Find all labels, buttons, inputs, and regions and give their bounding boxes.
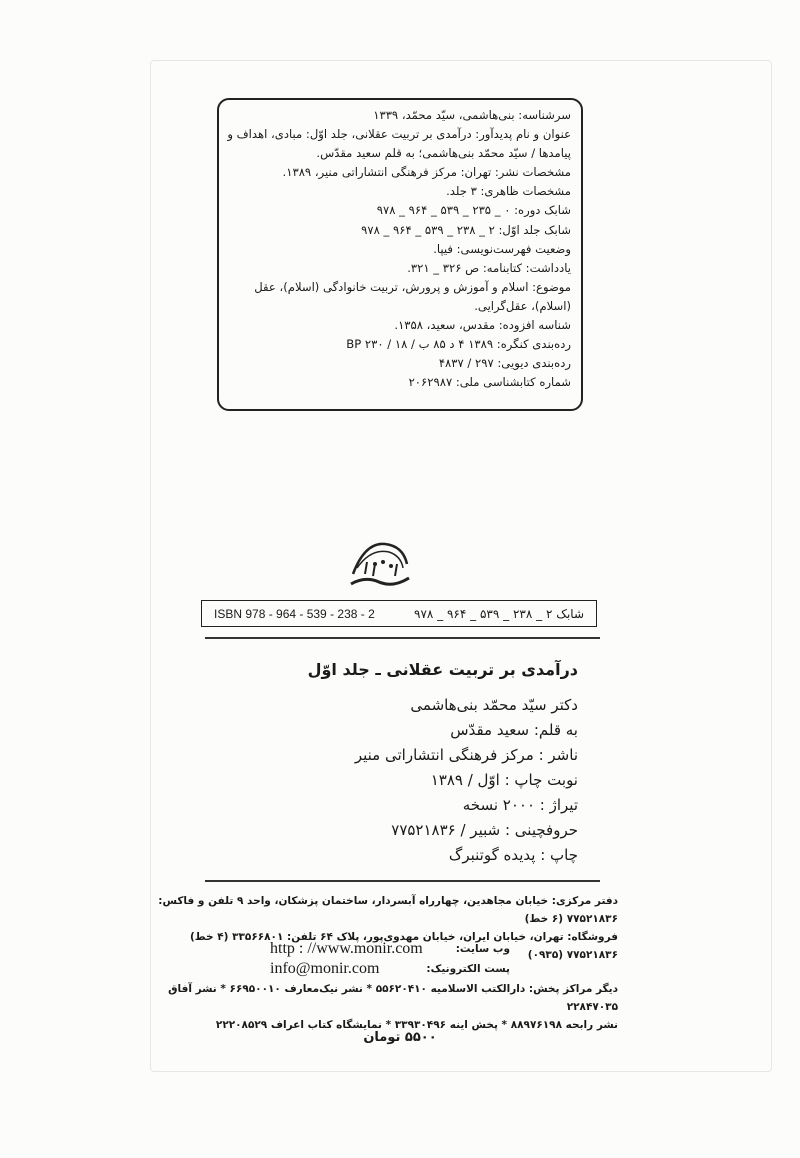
- office-address: دفتر مرکزی: خیابان مجاهدین، چهارراه آبسردار، ساختمان پزشکان، واحد ۹ تلفن و فاکس: ۷۷۵۲۱۸۳۶ (۶ خط): [158, 895, 618, 925]
- cip-physical: مشخصات ظاهری: ۳ جلد.: [446, 184, 571, 199]
- publisher-logo: [345, 534, 415, 592]
- book-publisher: ناشر : مرکز فرهنگی انتشاراتی منیر: [354, 746, 578, 764]
- distribution-line-1: دیگر مراکز پخش: دارالکتب الاسلامیه ۵۵۶۲۰۴۱۰ * نشر نیک‌معارف ۶۶۹۵۰۰۱۰ * نشر آفاق ۲۲۸۴۷۰۳۵: [168, 983, 618, 1013]
- cip-title-cont: پیامدها / سیّد محمّد بنی‌هاشمی؛ به قلم سعید مقدّس.: [316, 146, 571, 161]
- cip-isbn-set: شابک دوره: ۰ _ ۲۳۵ _ ۵۳۹ _ ۹۶۴ _ ۹۷۸: [376, 203, 571, 218]
- store-address: فروشگاه: تهران، خیابان ایران، خیابان مهدوی‌پور، پلاک ۶۴ تلفن: ۳۳۵۶۶۸۰۱ (۴ خط) ۷۷۵۲۱۸۳۶ (۰۹۳۵): [189, 931, 618, 961]
- cip-lc-class: رده‌بندی کنگره: ۱۳۸۹ ۴ د ۸۵ ب / ۱۸ / BP ۲۳۰: [346, 337, 571, 352]
- book-printing: چاپ : پدیده گوتنبرگ: [448, 846, 578, 864]
- distribution-block: [138, 980, 618, 1034]
- cip-heading: سرشناسه: بنی‌هاشمی، سیّد محمّد، ۱۳۳۹: [373, 108, 571, 122]
- cip-title: عنوان و نام پدیدآور: درآمدی بر تربیت عقلانی، جلد اوّل: مبادی، اهداف و: [227, 127, 571, 142]
- email-label: پست الکترونیک:: [426, 963, 510, 975]
- isbn-latin: ISBN 978 - 964 - 539 - 238 - 2: [214, 606, 375, 621]
- cip-publication: مشخصات نشر: تهران: مرکز فرهنگی انتشاراتی منیر، ۱۳۸۹.: [282, 165, 571, 180]
- divider: [205, 637, 600, 639]
- cip-subject: موضوع: اسلام و آموزش و پرورش، تربیت خانوادگی (اسلام)، عقل: [254, 279, 571, 294]
- divider: [205, 880, 600, 882]
- cip-note: یادداشت: کتابنامه: ص ۳۲۶ _ ۳۲۱.: [407, 260, 571, 275]
- cip-added-entry: شناسه افزوده: مقدس، سعید، ۱۳۵۸.: [394, 318, 571, 333]
- contact-block: [270, 939, 510, 979]
- isbn-persian: شابک ۲ _ ۲۳۸ _ ۵۳۹ _ ۹۶۴ _ ۹۷۸: [414, 606, 584, 621]
- book-typesetting: حروفچینی : شبیر / ۷۷۵۲۱۸۳۶: [391, 821, 578, 839]
- cataloging-in-publication-box: [217, 98, 583, 411]
- cip-dewey: رده‌بندی دیویی: ۲۹۷ / ۴۸۳۷: [438, 356, 571, 371]
- cip-status: وضعیت فهرست‌نویسی: فیپا.: [433, 241, 571, 256]
- distribution-line-2: نشر رابحه ۸۸۹۷۶۱۹۸ * پخش اینه ۳۳۹۳۰۴۹۶ * نمایشگاه کتاب اعراف ۲۲۲۰۸۵۲۹: [215, 1019, 618, 1031]
- book-circulation: تیراژ : ۲۰۰۰ نسخه: [462, 796, 578, 814]
- website-link[interactable]: http : //www.monir.com: [270, 940, 423, 957]
- cip-subject-cont: (اسلام)، عقل‌گرایی.: [474, 298, 571, 313]
- book-title: درآمدی بر تربیت عقلانی ـ جلد اوّل: [307, 660, 578, 679]
- website-label: وب سایت:: [455, 943, 510, 955]
- book-info: [178, 660, 578, 868]
- price: ۵۵۰۰ تومان: [363, 1030, 437, 1045]
- book-writer: به قلم: سعید مقدّس: [450, 721, 578, 739]
- cip-national-number: شماره کتابشناسی ملی: ۲۰۶۲۹۸۷: [408, 375, 571, 390]
- book-edition: نوبت چاپ : اوّل / ۱۳۸۹: [430, 771, 578, 789]
- book-author: دکتر سیّد محمّد بنی‌هاشمی: [410, 696, 578, 714]
- cip-isbn-vol1: شابک جلد اوّل: ۲ _ ۲۳۸ _ ۵۳۹ _ ۹۶۴ _ ۹۷۸: [361, 222, 571, 237]
- isbn-box: [201, 600, 597, 627]
- email-link[interactable]: info@monir.com: [270, 960, 380, 977]
